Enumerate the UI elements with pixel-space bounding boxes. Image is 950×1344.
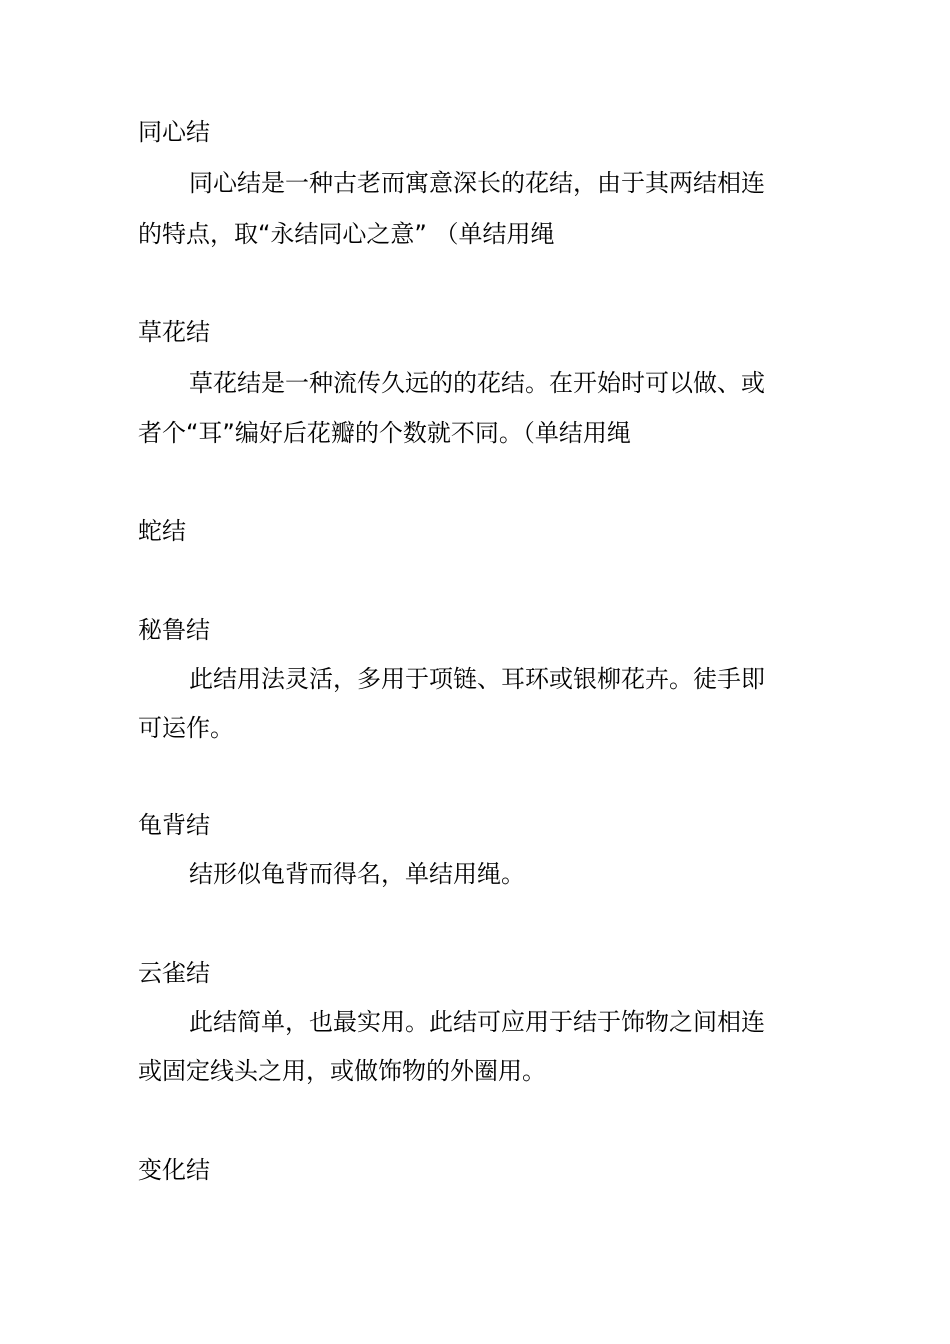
section-body-line: 此结用法灵活，多用于项链、耳环或银柳花卉。徒手即 (189, 665, 765, 693)
section-body-line: 草花结是一种流传久远的的花结。在开始时可以做、或 (189, 369, 765, 397)
section-body-line: 同心结是一种古老而寓意深长的花结，由于其两结相连 (189, 169, 765, 197)
section-heading-yunque: 云雀结 (138, 959, 210, 987)
section-heading-caohua: 草花结 (138, 318, 210, 346)
section-body-line: 或固定线头之用，或做饰物的外圈用。 (138, 1057, 546, 1085)
section-body-line: 者个“耳”编好后花瓣的个数就不同。（单结用绳 (138, 419, 631, 447)
section-body-line: 结形似龟背而得名，单结用绳。 (189, 860, 525, 888)
section-heading-guibei: 龟背结 (138, 811, 210, 839)
section-heading-bianhua: 变化结 (138, 1156, 210, 1184)
section-body-line: 此结简单，也最实用。此结可应用于结于饰物之间相连 (189, 1008, 765, 1036)
section-body-line: 的特点，取“永结同心之意” （单结用绳 (138, 220, 555, 248)
section-heading-she: 蛇结 (138, 517, 186, 545)
section-body-line: 可运作。 (138, 714, 234, 742)
section-heading-tongxin: 同心结 (138, 118, 210, 146)
section-heading-bilu: 秘鲁结 (138, 616, 210, 644)
